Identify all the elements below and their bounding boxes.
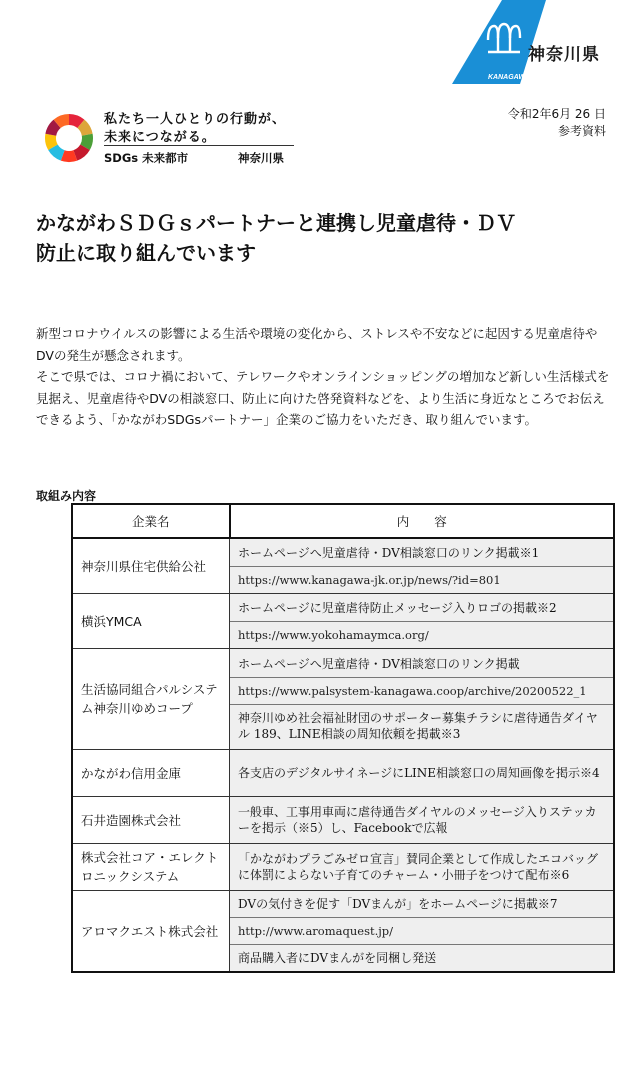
body-paragraph-2: そこで県では、コロナ禍において、テレワークやオンラインショッピングの増加など新しい生活様式を見据え、児童虐待やDVの相談窓口、防止に向けた啓発資料などを、より生活に身近なところでお伝えできるよう、「かながわSDGsパートナー」企業のご協力をいただき、取り組んでいます。 [36, 369, 610, 427]
content-line: 神奈川ゆめ社会福祉財団のサポーター募集チラシに虐待通告ダイヤル 189、LINE相談の周知依頼を掲載※3 [238, 711, 598, 741]
content-line: ホームページに児童虐待防止メッセージ入りロゴの掲載※2 [230, 595, 613, 622]
content-cell [230, 844, 615, 891]
company-name: 石井造園株式会社 [72, 797, 230, 844]
content-line: DVの気付きを促す「DVまんが」をホームページに掲載※7 [230, 891, 613, 918]
content-cell [230, 750, 615, 797]
company-name: 株式会社コア・エレクトロニックシステム [72, 844, 230, 891]
table-row [72, 797, 614, 844]
table-row [72, 538, 614, 594]
content-cell [230, 891, 615, 973]
sdgs-slogan-line2: 未来につながる。 [104, 130, 216, 145]
activities-table [71, 503, 615, 973]
content-cell [230, 594, 615, 649]
content-url-link[interactable]: https://www.yokohamaymca.org/ [238, 627, 429, 642]
section-label: 取組み内容 [36, 489, 97, 503]
content-line: 各支店のデジタルサイネージにLINE相談窓口の周知画像を掲示※4 [238, 766, 600, 780]
company-name: かながわ信用金庫 [72, 750, 230, 797]
header-content: 内 容 [230, 504, 615, 538]
title-line1: かながわＳＤＧｓパートナーと連携し児童虐待・ＤＶ [36, 211, 516, 235]
table-header-row [72, 504, 614, 538]
table-row [72, 750, 614, 797]
sdgs-wheel-icon [44, 113, 94, 163]
company-name: アロマクエスト株式会社 [72, 891, 230, 973]
content-cell [230, 797, 615, 844]
content-line: ホームページへ児童虐待・DV相談窓口のリンク掲載 [230, 651, 613, 678]
document-type: 参考資料 [557, 124, 606, 138]
content-cell [230, 649, 615, 750]
sdgs-slogan-line1: 私たち一人ひとりの行動が、 [104, 112, 287, 127]
company-name: 横浜YMCA [72, 594, 230, 649]
company-name: 生活協同組合パルシステム神奈川ゆめコープ [72, 649, 230, 750]
sdgs-divider [104, 145, 294, 146]
title-line2: 防止に取り組んでいます [36, 241, 256, 265]
header-company: 企業名 [72, 504, 230, 538]
content-cell [230, 538, 615, 594]
prefecture-name: 神奈川県 [528, 45, 600, 65]
content-url-link[interactable]: https://www.palsystem-kanagawa.coop/archive/20200522_1 [230, 678, 613, 705]
sdgs-prefecture-label: 神奈川県 [238, 151, 284, 165]
content-url-link[interactable]: https://www.kanagawa-jk.or.jp/news/?id=801 [238, 572, 501, 587]
table-row [72, 649, 614, 750]
table-row [72, 891, 614, 973]
page-title [36, 208, 616, 268]
content-url-link[interactable]: http://www.aromaquest.jp/ [230, 918, 613, 945]
content-line: 「かながわプラごみゼロ宣言」賛同企業として作成したエコバッグに体罰によらない子育てのチャーム・小冊子をつけて配布※6 [238, 852, 599, 882]
content-line: ホームページへ児童虐待・DV相談窓口のリンク掲載※1 [230, 540, 613, 567]
sdgs-city-label: SDGs 未来都市 [104, 151, 189, 165]
prefecture-emblem-text: KANAGAWA [488, 74, 530, 81]
body-paragraph-1: 新型コロナウイルスの影響による生活や環境の変化から、ストレスや不安などに起因する児童虐待やDVの発生が懸念されます。 [36, 326, 598, 363]
document-date: 令和2年6月 26 日 [507, 107, 606, 121]
body-text [36, 323, 614, 431]
content-line: 一般車、工事用車両に虐待通告ダイヤルのメッセージ入りステッカーを掲示（※5）し、Facebookで広報 [238, 805, 597, 835]
table-row [72, 594, 614, 649]
content-line: 商品購入者にDVまんがを同梱し発送 [238, 951, 437, 965]
table-row [72, 844, 614, 891]
company-name: 神奈川県住宅供給公社 [72, 538, 230, 594]
